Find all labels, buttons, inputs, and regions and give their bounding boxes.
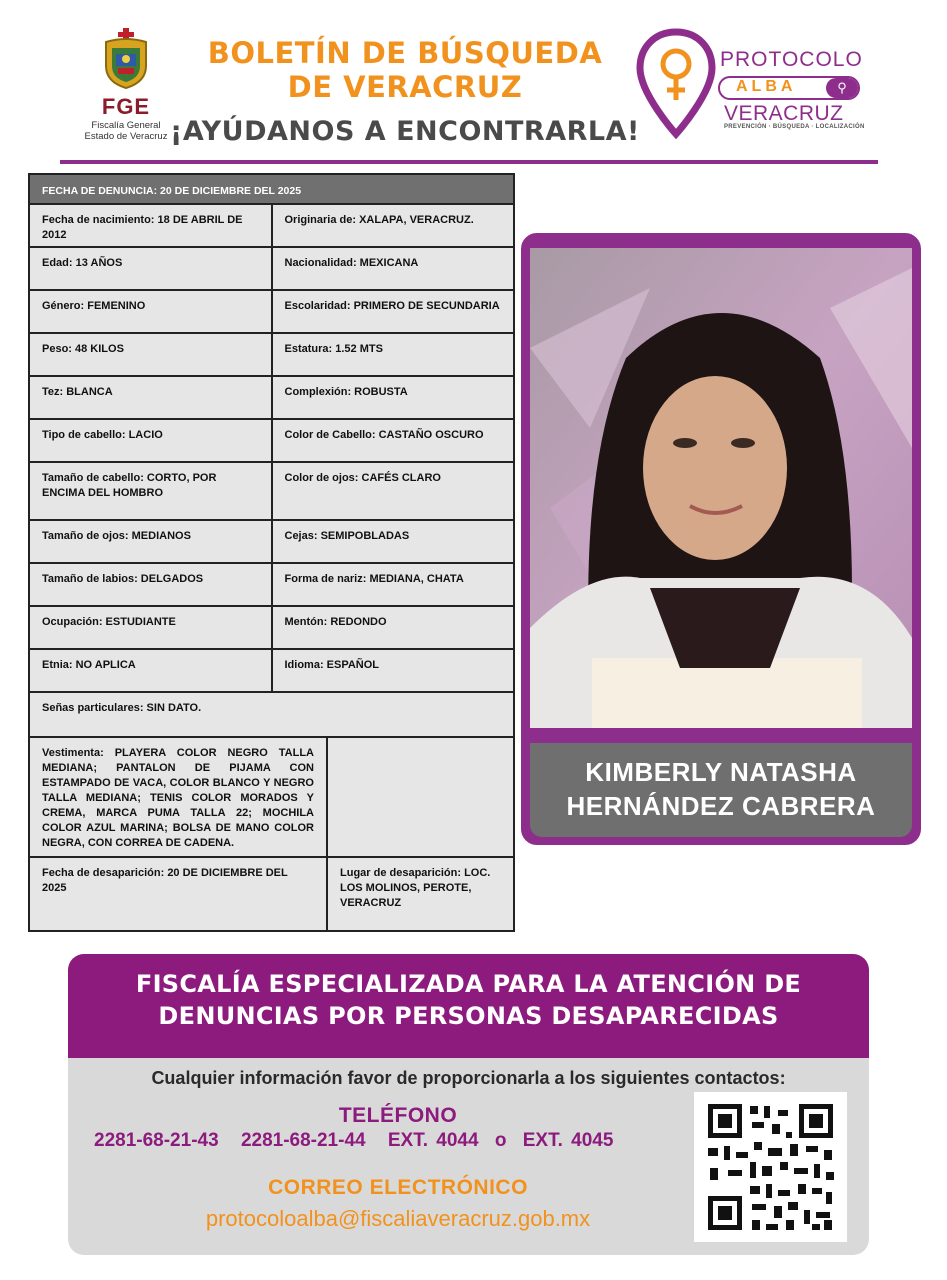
email-link[interactable]: protocoloalba@fiscaliaveracruz.gob.mx [205,1206,591,1231]
title-line-1: BOLETÍN DE BÚSQUEDA [207,36,603,70]
table-cell: Tamaño de cabello: CORTO, POR ENCIMA DEL HOMBRO [42,472,217,499]
alba-word: ALBA [736,78,797,95]
table-row [30,332,513,375]
person-name-line-1: KIMBERLY NATASHA [585,757,857,787]
protocolo-alba-logo [636,28,866,144]
fecha-desaparicion: Fecha de desaparición: 20 DE DICIEMBRE DEL 2025 [42,867,288,894]
personal-data-table [28,173,515,932]
table-row [30,289,513,332]
phone-2[interactable]: 2281-68-21-44 [240,1130,366,1151]
table-row [30,203,513,246]
phone-label: TELÉFONO [338,1104,458,1127]
fiscalia-line-1: FISCALÍA ESPECIALIZADA PARA LA ATENCIÓN DE [135,970,802,998]
fge-subtitle-2: Estado de Veracruz [84,131,168,142]
table-cell: Peso: 48 KILOS [42,343,124,355]
fiscalia-banner [68,954,869,1058]
fge-logo-text: FGE [101,94,151,119]
extension-1: EXT. 4044 [387,1130,479,1151]
lugar-desaparicion: Lugar de desaparición: LOC. LOS MOLINOS, PEROTE, VERACRUZ [326,858,513,930]
header-divider [60,160,878,164]
help-headline: ¡AYÚDANOS A ENCONTRARLA! [170,116,640,147]
extension-separator: o [494,1130,507,1151]
fiscalia-line-2: DENUNCIAS POR PERSONAS DESAPARECIDAS [158,1002,779,1030]
table-cell: Nacionalidad: MEXICANA [271,248,514,289]
qr-code-icon[interactable] [694,1092,847,1242]
phone-1[interactable]: 2281-68-21-43 [94,1130,219,1151]
table-row [30,648,513,691]
magnifier-icon: ⚲ [826,78,858,98]
bulletin-title [170,36,640,104]
email-label: CORREO ELECTRÓNICO [268,1176,528,1199]
table-row [30,736,513,856]
alba-protocolo-text: PROTOCOLO [720,48,863,71]
table-cell: Tamaño de ojos: MEDIANOS [42,530,191,542]
missing-person-photo [530,248,912,728]
table-cell: Idioma: ESPAÑOL [271,650,514,691]
table-cell: Estatura: 1.52 MTS [271,334,514,375]
photo-card [521,233,921,845]
table-cell: Escolaridad: PRIMERO DE SECUNDARIA [271,291,514,332]
fge-logo [78,28,174,150]
alba-state-text: VERACRUZ [724,102,844,125]
contact-box [68,1058,869,1255]
table-row [30,519,513,562]
table-cell: Ocupación: ESTUDIANTE [42,616,176,628]
vestimenta: Vestimenta: PLAYERA COLOR NEGRO TALLA MEDIANA; PANTALON DE PIJAMA CON ESTAMPADO DE VACA, COLOR BLANCO Y NEGRO TALLA MEDIANA; TENIS COLOR MORADOS Y CREMA, MARCA PUMA TALLA 22; MOCHILA COLOR AZUL MARINA; BOLSA DE MANO COLOR NEGRA, CON CORREA DE CADENA. [42,747,314,849]
table-row [30,562,513,605]
title-line-2: DE VERACRUZ [287,70,523,104]
table-cell: Complexión: ROBUSTA [271,377,514,418]
table-row [30,691,513,736]
table-cell: Forma de nariz: MEDIANA, CHATA [271,564,514,605]
table-row [30,246,513,289]
veracruz-shield-icon [100,28,152,90]
table-cell: Color de Cabello: CASTAÑO OSCURO [271,420,514,461]
table-row [30,856,513,930]
table-row [30,418,513,461]
fge-subtitle-1: Fiscalía General [91,120,161,131]
table-cell: Etnia: NO APLICA [42,659,136,671]
table-cell: Tipo de cabello: LACIO [42,429,163,441]
empty-cell [326,738,513,856]
table-row [30,605,513,648]
table-row [30,375,513,418]
location-pin-female-icon [636,28,716,140]
table-cell: Cejas: SEMIPOBLADAS [271,521,514,562]
table-cell: Mentón: REDONDO [271,607,514,648]
contact-intro: Cualquier información favor de proporcionarla a los siguientes contactos: [151,1068,786,1088]
senas-particulares: Señas particulares: SIN DATO. [42,702,202,714]
table-cell: Edad: 13 AÑOS [42,257,123,269]
person-name-box [530,743,912,837]
table-cell: Tamaño de labios: DELGADOS [42,573,204,585]
alba-tagline: PREVENCIÓN · BÚSQUEDA · LOCALIZACIÓN [724,124,865,130]
table-cell: Originaria de: XALAPA, VERACRUZ. [271,205,514,246]
table-row [30,461,513,519]
table-cell: Género: FEMENINO [42,300,146,312]
fecha-denuncia: FECHA DE DENUNCIA: 20 DE DICIEMBRE DEL 2025 [42,185,302,197]
table-cell: Tez: BLANCA [42,386,113,398]
table-cell: Color de ojos: CAFÉS CLARO [271,463,514,519]
extension-2: EXT. 4045 [522,1130,614,1151]
person-name-line-2: HERNÁNDEZ CABRERA [566,791,876,821]
phone-numbers [94,1130,714,1152]
table-cell: Fecha de nacimiento: 18 DE ABRIL DE 2012 [42,214,243,241]
table-header-row [30,175,513,203]
